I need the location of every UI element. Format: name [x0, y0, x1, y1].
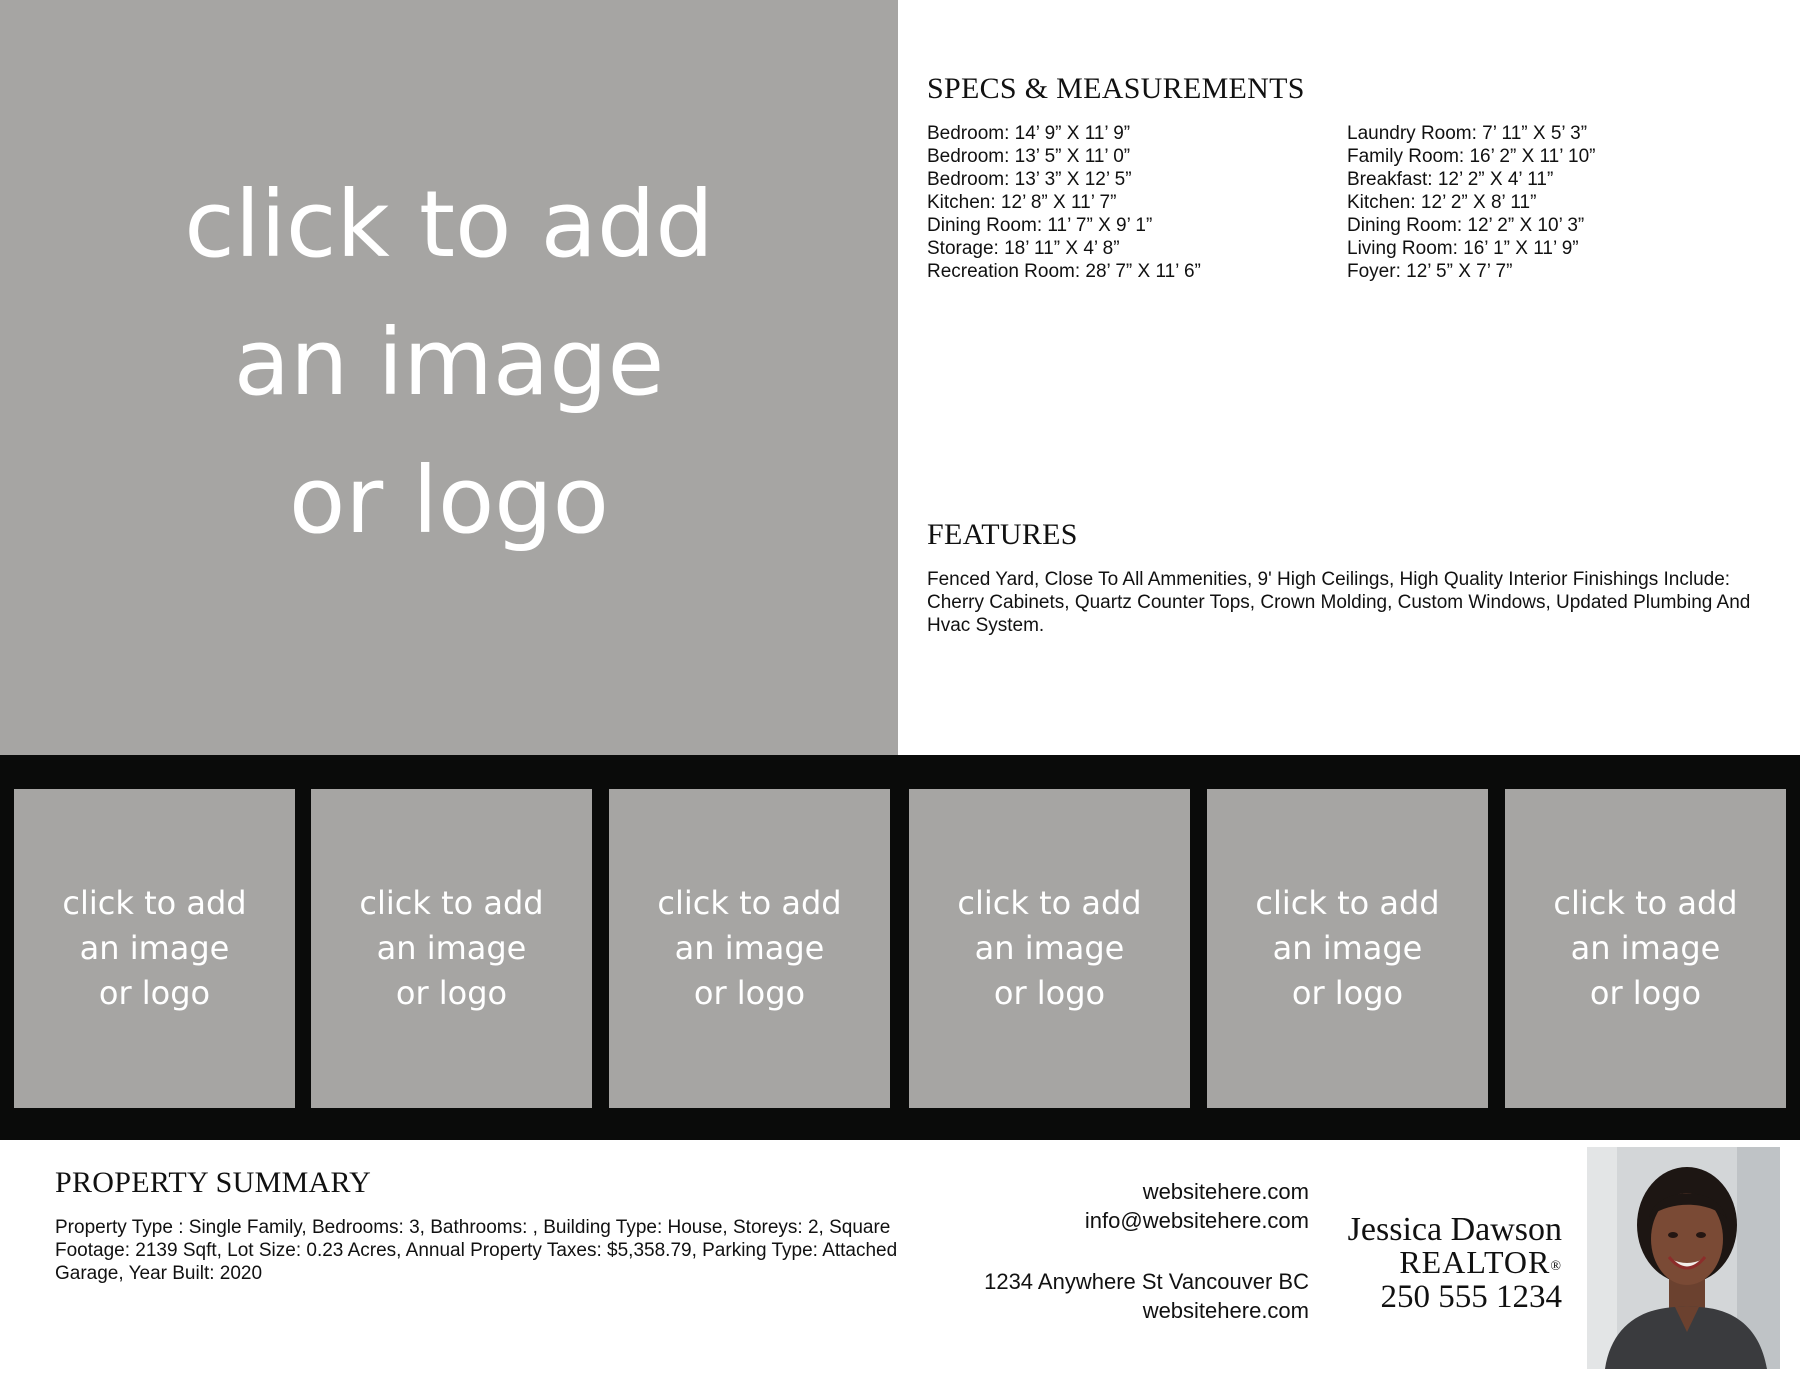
features-title: FEATURES: [927, 518, 1078, 551]
email-link[interactable]: info@websitehere.com: [1084, 1208, 1309, 1233]
thumbnail-placeholder-text: [1553, 881, 1737, 1016]
thumbnail-placeholder-text: [62, 881, 246, 1016]
website-link[interactable]: websitehere.com: [1142, 1179, 1309, 1204]
spec-item: Breakfast: 12’ 2” X 4’ 11”: [1347, 169, 1554, 190]
specs-left-column: [927, 122, 1347, 283]
thumbnail-placeholder-line: click to add: [657, 884, 842, 922]
thumbnail-placeholder-text: [1255, 881, 1439, 1016]
thumbnail-placeholder-line: an image: [1570, 929, 1721, 967]
hero-placeholder-line: click to add: [184, 170, 714, 278]
agent-name: Jessica Dawson: [1347, 1211, 1562, 1248]
address-text: 1234 Anywhere St Vancouver BC: [984, 1269, 1309, 1294]
thumbnail-placeholder-1[interactable]: [14, 789, 295, 1108]
specs-section: [927, 72, 1767, 283]
features-text: Fenced Yard, Close To All Ammenities, 9' High Ceilings, High Quality Interior Finishings Include: Cherry Cabinets, Quartz Counter Tops, Crown Molding, Custom Windows, Updated Plumbing And Hvac System.: [927, 569, 1751, 636]
spec-item: Family Room: 16’ 2” X 11’ 10”: [1347, 146, 1596, 167]
spec-item: Kitchen: 12’ 2” X 8’ 11”: [1347, 192, 1537, 213]
thumbnail-placeholder-2[interactable]: [311, 789, 592, 1108]
thumbnail-placeholder-line: an image: [974, 929, 1125, 967]
spec-item: Kitchen: 12’ 8” X 11’ 7”: [927, 192, 1117, 213]
agent-portrait-icon: [1587, 1147, 1780, 1369]
thumbnail-placeholder-line: click to add: [359, 884, 544, 922]
thumbnail-placeholder-line: an image: [1272, 929, 1423, 967]
agent-title-text: REALTOR: [1399, 1244, 1551, 1280]
specs-columns: [927, 122, 1767, 283]
hero-placeholder-line: or logo: [289, 446, 609, 554]
thumbnail-placeholder-line: an image: [376, 929, 527, 967]
spec-item: Bedroom: 14’ 9” X 11’ 9”: [927, 123, 1131, 144]
spec-item: Living Room: 16’ 1” X 11’ 9”: [1347, 238, 1579, 259]
thumbnail-placeholder-6[interactable]: [1505, 789, 1786, 1108]
thumbnail-placeholder-line: click to add: [1553, 884, 1738, 922]
agent-title: [1348, 1246, 1562, 1279]
thumbnail-placeholder-text: [957, 881, 1141, 1016]
thumbnail-placeholder-5[interactable]: [1207, 789, 1488, 1108]
agent-phone[interactable]: 250 555 1234: [1380, 1279, 1562, 1315]
thumbnail-placeholder-line: click to add: [1255, 884, 1440, 922]
property-summary-text: Property Type : Single Family, Bedrooms: 3, Bathrooms: , Building Type: House, Storeys: 2, Square Footage: 2139 Sqft, Lot Size: 0.23 Acres, Annual Property Taxes: $5,358.79, Parking Type: Attached Garage, Year Built: 2020: [55, 1217, 898, 1284]
agent-photo: [1587, 1147, 1780, 1369]
agent-block: [1348, 1213, 1562, 1315]
thumbnail-placeholder-text: [657, 881, 841, 1016]
thumbnail-band: [0, 755, 1800, 1140]
property-summary-title: PROPERTY SUMMARY: [55, 1166, 372, 1199]
spec-item: Storage: 18’ 11” X 4’ 8”: [927, 238, 1120, 259]
thumbnail-placeholder-3[interactable]: [609, 789, 890, 1108]
thumbnail-placeholder-line: or logo: [1291, 974, 1404, 1012]
thumbnail-placeholder-line: click to add: [62, 884, 247, 922]
spec-item: Foyer: 12’ 5” X 7’ 7”: [1347, 261, 1513, 282]
thumbnail-placeholder-line: click to add: [957, 884, 1142, 922]
website-link-secondary[interactable]: websitehere.com: [1142, 1298, 1309, 1323]
spec-item: Recreation Room: 28’ 7” X 11’ 6”: [927, 261, 1201, 282]
hero-placeholder-text: [184, 156, 714, 570]
hero-placeholder-line: an image: [233, 308, 665, 416]
contact-spacer: [984, 1235, 1309, 1267]
hero-image-placeholder[interactable]: [0, 0, 898, 755]
thumbnail-placeholder-4[interactable]: [909, 789, 1190, 1108]
features-section: [927, 518, 1767, 637]
thumbnail-placeholder-text: [359, 881, 543, 1016]
thumbnail-placeholder-line: or logo: [98, 974, 211, 1012]
thumbnail-placeholder-line: an image: [79, 929, 230, 967]
spec-item: Bedroom: 13’ 3” X 12’ 5”: [927, 169, 1132, 190]
thumbnail-placeholder-line: or logo: [693, 974, 806, 1012]
spec-item: Dining Room: 12’ 2” X 10’ 3”: [1347, 215, 1585, 236]
property-summary-section: [55, 1166, 915, 1285]
specs-right-column: [1347, 122, 1767, 283]
spec-item: Laundry Room: 7’ 11” X 5’ 3”: [1347, 123, 1588, 144]
spec-item: Dining Room: 11’ 7” X 9’ 1”: [927, 215, 1153, 236]
contact-block: [984, 1177, 1309, 1325]
spec-item: Bedroom: 13’ 5” X 11’ 0”: [927, 146, 1131, 167]
thumbnail-placeholder-line: or logo: [993, 974, 1106, 1012]
thumbnail-placeholder-line: an image: [674, 929, 825, 967]
registered-mark: ®: [1550, 1259, 1562, 1274]
thumbnail-placeholder-line: or logo: [1589, 974, 1702, 1012]
specs-title: SPECS & MEASUREMENTS: [927, 72, 1305, 105]
thumbnail-placeholder-line: or logo: [395, 974, 508, 1012]
